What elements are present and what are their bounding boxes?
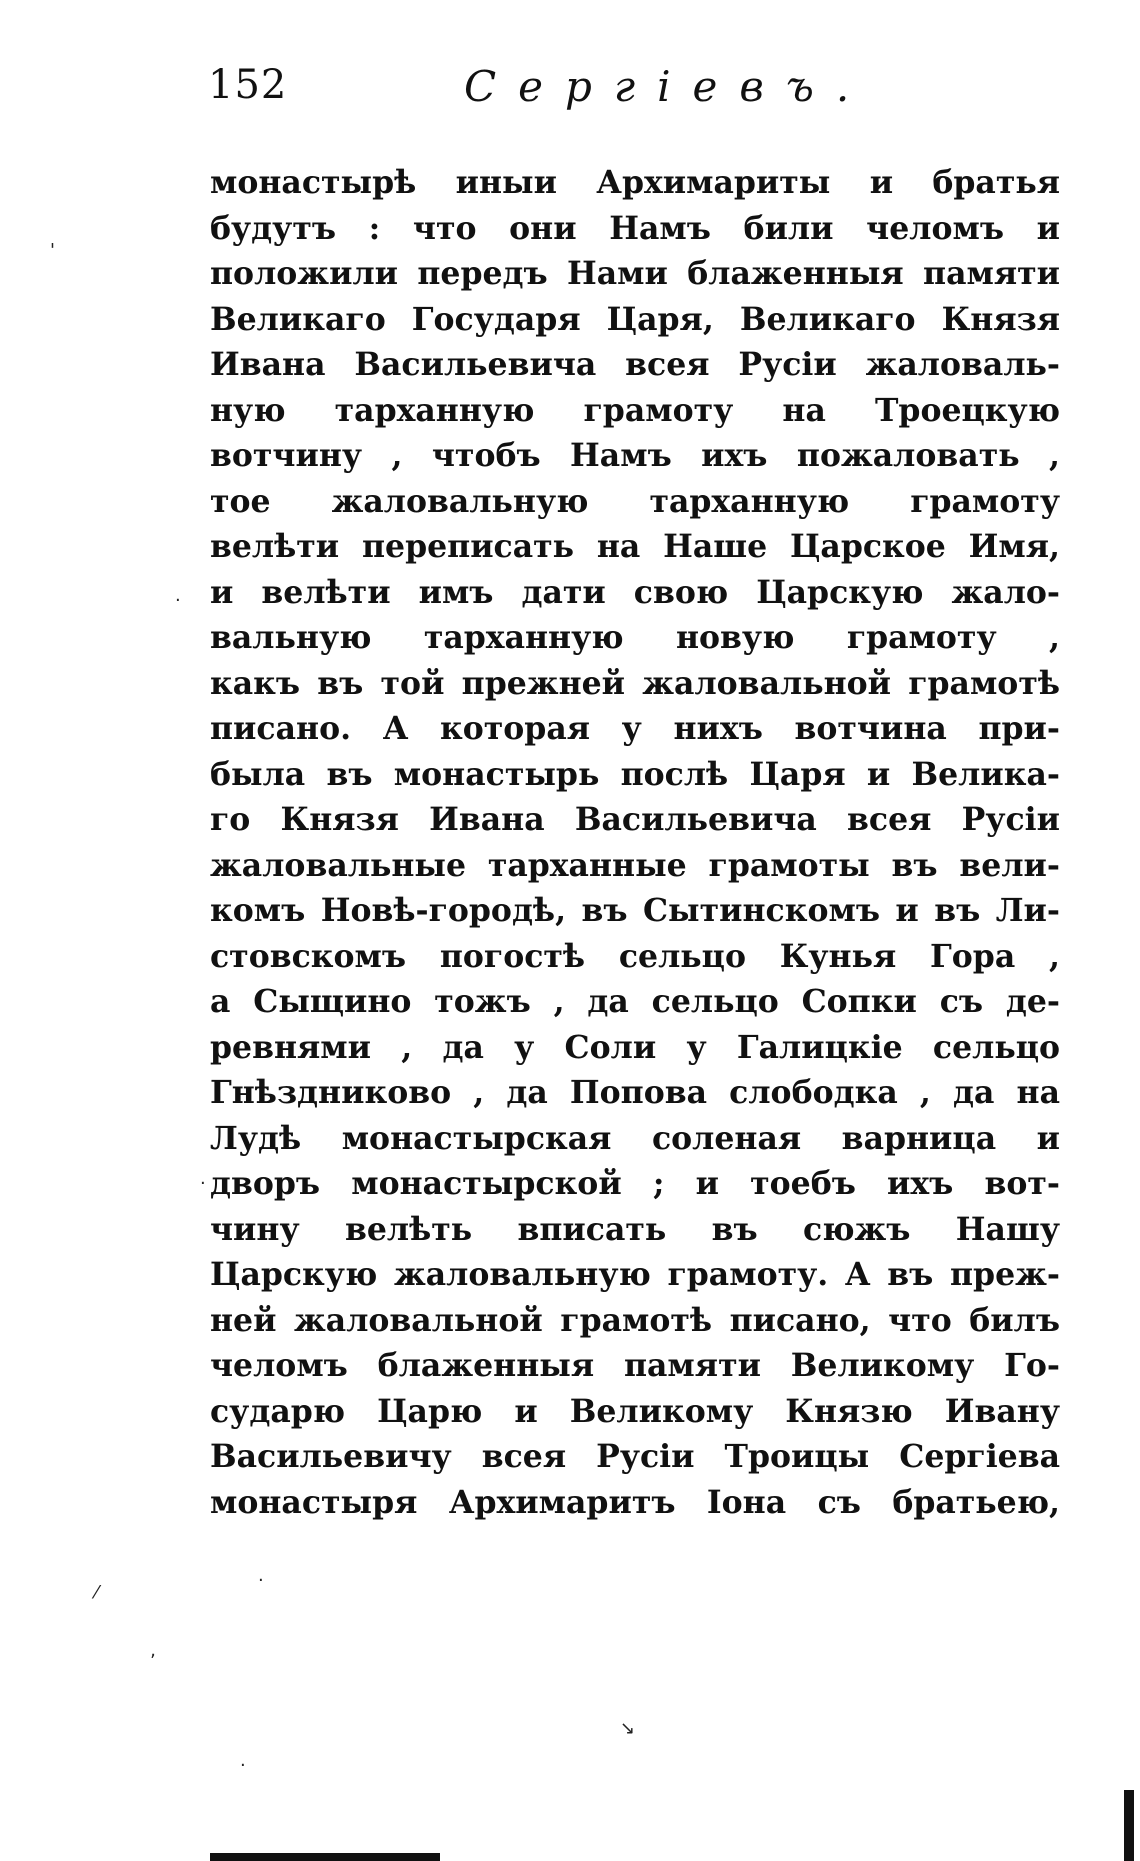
text-line: Царскую жаловальную грамоту. А въ преж- [210,1256,1060,1293]
text-line: ную тарханную грамоту на Троецкую [210,391,1060,429]
body-text [210,160,1060,1525]
text-line: чину велѣть вписать въ сюжъ Нашу [210,1210,1060,1248]
running-head: Сергіевъ. [464,62,872,111]
scan-edge-mark [1124,1790,1134,1861]
text-line: сударю Царю и Великому Князю Ивану [210,1392,1060,1430]
text-line: велѣти переписать на Наше Царское Имя, [210,528,1060,565]
scan-speck: . [175,585,181,606]
text-line: Лудѣ монастырская соленая варница и [210,1119,1060,1157]
text-line: будутъ : что они Намъ били челомъ и [210,209,1060,247]
scan-speck: ' [50,240,55,261]
text-line: тое жаловальную тарханную грамоту [210,482,1060,520]
scan-speck: . [258,1565,264,1586]
text-line: стовскомъ погостѣ сельцо Кунья Гора , [210,937,1060,975]
text-line: вальную тарханную новую грамоту , [210,619,1060,656]
text-line: и велѣти имъ дати свою Царскую жало- [210,573,1060,611]
text-line: жаловальные тарханные грамоты въ вели- [210,846,1060,884]
scan-speck: . [200,1168,206,1189]
scan-edge-mark [210,1853,440,1861]
text-line: Ивана Васильевича всея Русіи жаловаль- [210,346,1060,383]
scan-speck: ↘ [620,1718,636,1739]
scan-speck: . [240,1750,246,1771]
text-line: дворъ монастырской ; и тоебъ ихъ вот- [210,1165,1060,1202]
text-line: Гнѣздниково , да Попова слободка , да на [210,1074,1060,1111]
text-line: ревнями , да у Соли у Галицкіе сельцо [210,1028,1060,1066]
scan-speck: ⁄ [95,1582,99,1603]
text-line: монастырѣ иныи Архимариты и братья [210,164,1060,201]
scan-speck: ‚ [150,1640,156,1661]
text-line: комъ Новѣ-городѣ, въ Сытинскомъ и въ Ли- [210,892,1060,929]
page-number: 152 [208,62,288,108]
text-line: писано. А которая у нихъ вотчина при- [210,710,1060,747]
text-line: ней жаловальной грамотѣ писано, что билъ [210,1301,1060,1339]
text-line: а Сыщино тожъ , да сельцо Сопки съ де- [210,983,1060,1020]
text-line: какъ въ той прежней жаловальной грамотѣ [210,664,1060,702]
text-line: Васильевичу всея Русіи Троицы Сергіева [210,1438,1060,1475]
text-line: положили передъ Нами блаженныя памяти [210,255,1060,292]
text-line: монастыря Архимаритъ Іона съ братьею, [210,1483,1060,1521]
text-line: Великаго Государя Царя, Великаго Князя [210,300,1060,338]
text-line: вотчину , чтобъ Намъ ихъ пожаловать , [210,437,1060,474]
page-header [208,62,1058,122]
text-line: была въ монастырь послѣ Царя и Велика- [210,755,1060,793]
text-line: челомъ блаженныя памяти Великому Го- [210,1347,1060,1384]
text-line: го Князя Ивана Васильевича всея Русіи [210,801,1060,838]
